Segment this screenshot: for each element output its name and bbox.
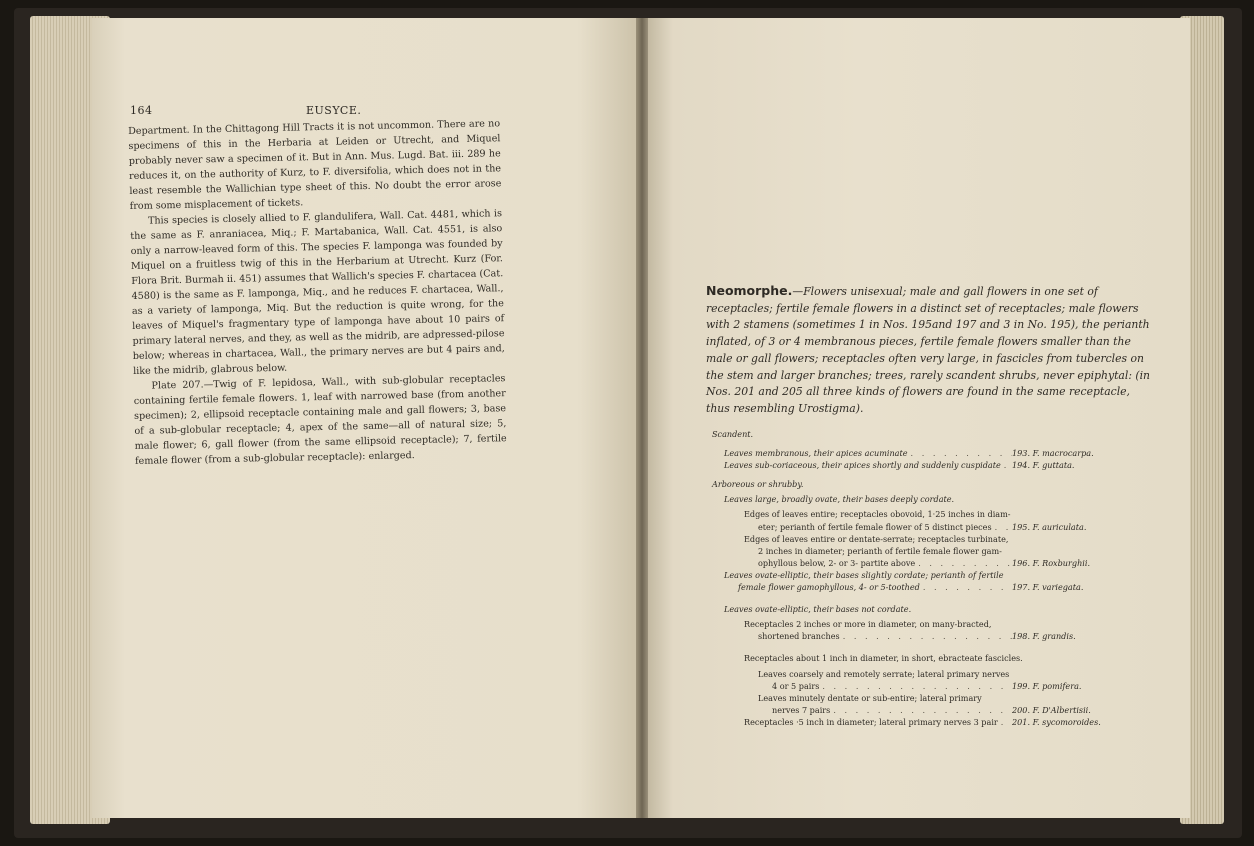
key-entry-text: Receptacles ·5 inch in diameter; lateral primary nerves 3 pair [744, 716, 998, 727]
key-entry [744, 508, 1152, 532]
key-entry-ref: 201. F. sycomoroides. [1012, 716, 1101, 727]
key-entry [744, 716, 1152, 728]
key-entry-ref: 199. F. pomifera. [1012, 680, 1082, 691]
key-entry-text: Leaves minutely dentate or sub-entire; lateral primary [758, 692, 982, 703]
key-heading-large-leaves: Leaves large, broadly ovate, their bases deeply cordate. [724, 494, 955, 505]
leader-dots [992, 521, 1012, 533]
key-heading-not-cordate: Leaves ovate-elliptic, their bases not cordate. [724, 604, 912, 615]
key-entry-ref: 195. F. auriculata. [1012, 521, 1087, 532]
key-entry-text: Leaves coarsely and remotely serrate; lateral primary nerves [758, 668, 1010, 679]
plate-caption: Plate 207.—Twig of F. lepidosa, Wall., with sub-globular receptacles containing fertile female flowers. 1, leaf with narrowed base (from another specimen); 2, ellipsoid receptacle containing male and gall flowers; 3, base of a sub-globular receptacle; 4, apex of the same—all of natural size; 5, male flower; 6, gall flower (from the same ellipsoid receptacle); 7, fertile female flower (from a sub-globular receptacle): enlarged. [133, 373, 507, 467]
key-entry-text: nerves 7 pairs [772, 704, 831, 715]
key-entry-text: Leaves ovate-elliptic, their bases slightly cordate; perianth of fertile [724, 569, 1004, 580]
running-head: EUSYCE. [306, 104, 362, 117]
genus-description-block [706, 283, 1152, 418]
key-entry-text: shortened branches [758, 631, 840, 642]
leader-dots [920, 581, 1012, 593]
key-entry [758, 668, 1152, 692]
key-entry: Receptacles about 1 inch in diameter, in short, ebracteate fascicles. [744, 653, 1023, 664]
leader-dots [1001, 459, 1012, 471]
page-number: 164 [130, 104, 153, 117]
key-entry [758, 692, 1152, 716]
key-entry-text: female flower gamophyllous, 4- or 5-toothed [738, 582, 920, 593]
leader-dots [830, 704, 1012, 716]
key-entry [744, 533, 1152, 569]
key-entry-text: 4 or 5 pairs [772, 680, 820, 691]
key-entry-text: Leaves membranous, their apices acuminate [724, 448, 908, 459]
key-heading-scandent: Scandent. [712, 429, 754, 439]
genus-description: —Flowers unisexual; male and gall flowers in one set of receptacles; fertile female flowers in a distinct set of receptacles; male flowers with 2 stamens (sometimes 1 in Nos. 195and 197 and 3 in No. 195), the perianth inflated, of 3 or 4 membranous pieces, fertile female flowers smaller than the male or gall flowers; receptacles often very large, in fascicles from tubercles on the stem and larger branches; trees, rarely scandent shrubs, never epiphytal: (in Nos. 201 and 205 all three kinds of flowers are found in the same receptacle, thus resembling Urostigma). [706, 285, 1151, 415]
key-entry-text: Edges of leaves entire; receptacles obovoid, 1·25 inches in diam- [744, 509, 1011, 520]
key-entry-text: Receptacles 2 inches or more in diameter, on many-bracted, [744, 619, 992, 630]
key-heading-arboreous: Arboreous or shrubby. [712, 479, 804, 490]
key-entry-ref: 200. F. D'Albertisii. [1012, 704, 1091, 715]
species-key [712, 428, 1152, 728]
key-entry-text: 2 inches in diameter; perianth of fertile female flower gam- [758, 545, 1002, 556]
leader-dots [819, 680, 1012, 692]
key-entry [724, 447, 1152, 459]
key-entry [724, 569, 1152, 593]
leader-dots [840, 630, 1012, 642]
paragraph: Department. In the Chittagong Hill Tracts it is not uncommon. There are no specimens of this in the Herbaria at Leiden or Utrecht, and Miquel probably never saw a specimen of it. But in Ann. Mus. Lugd. Bat. iii. 289 he reduces it, on the authority of Kurz, to F. diversifolia, which does not in the least resemble the Wallichian type sheet of this. No doubt the error arose from some misplacement of tickets. [128, 118, 502, 212]
genus-name: Neomorphe. [706, 283, 793, 298]
leader-dots [998, 716, 1012, 728]
key-entry-text: eter; perianth of fertile female flower of 5 distinct pieces [758, 521, 992, 532]
key-entry-ref: 196. F. Roxburghii. [1012, 557, 1091, 568]
book-gutter [636, 18, 648, 818]
key-entry [724, 459, 1152, 471]
key-entry-text: Edges of leaves entire or dentate-serrate; receptacles turbinate, [744, 533, 1009, 544]
key-entry-ref: 198. F. grandis. [1012, 631, 1076, 642]
key-entry-ref: 194. F. guttata. [1012, 460, 1075, 471]
key-entry-text: ophyllous below, 2- or 3- partite above [758, 557, 916, 568]
leader-dots [908, 447, 1012, 459]
key-entry-ref: 193. F. macrocarpa. [1012, 448, 1094, 459]
key-entry [744, 618, 1152, 642]
leader-dots [915, 557, 1012, 569]
left-page-body [128, 116, 507, 469]
key-entry-ref: 197. F. variegata. [1012, 582, 1084, 593]
paragraph: This species is closely allied to F. glandulifera, Wall. Cat. 4481, which is the same as F. anraniacea, Miq.; F. Martabanica, Wall. Cat. 4551, is also only a narrow-leaved form of this. The species F. lamponga was founded by Miquel on a fruitless twig of this in the Herbarium at Utrecht. Kurz (For. Flora Brit. Burmah ii. 451) assumes that Wallich's species F. chartacea (Cat. 4580) is the same as F. lamponga, Miq., and he reduces F. chartacea, Wall., as a variety of lamponga, Miq. But the reduction is quite wrong, for the leaves of Miquel's fragmentary type of lamponga have about 10 pairs of primary lateral nerves, and they, as well as the midrib, are adpressed-pilose below; whereas in chartacea, Wall., the primary nerves are but 4 pairs and, like the midrib, glabrous below. [130, 208, 505, 377]
key-entry-text: Leaves sub-coriaceous, their apices shortly and suddenly cuspidate [724, 460, 1001, 471]
